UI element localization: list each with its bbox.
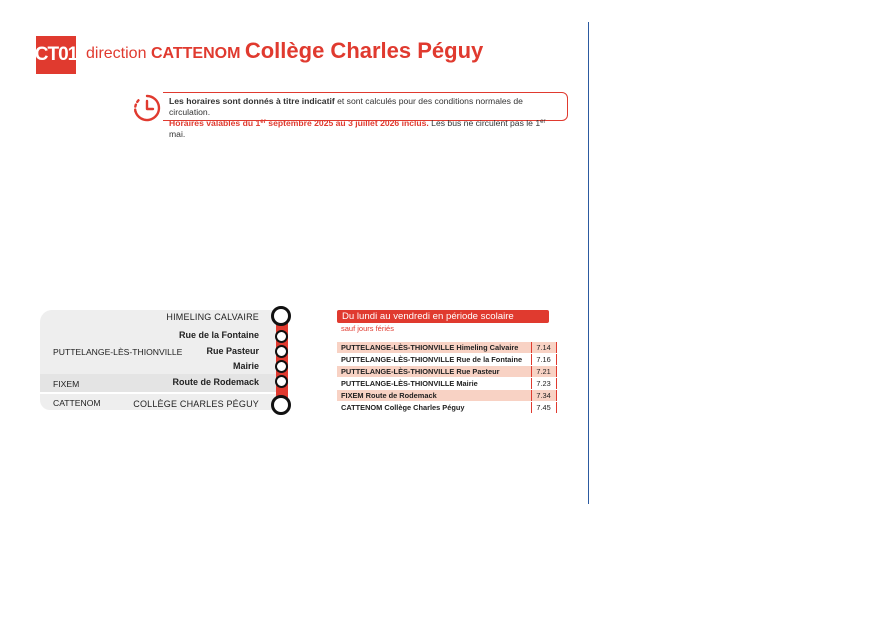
stop-label: Rue Pasteur (206, 346, 259, 356)
timetable-subtitle: sauf jours fériés (341, 324, 394, 333)
commune-label: FIXEM (53, 379, 80, 389)
timetable-time: 7.34 (532, 390, 557, 402)
table-row (337, 378, 557, 390)
timetable-time: 7.21 (532, 366, 557, 378)
timetable-stop: PUTTELANGE-LÈS-THIONVILLE Rue Pasteur (337, 366, 532, 378)
stop-marker-terminus (271, 395, 291, 415)
table-row (337, 342, 557, 354)
table-row (337, 366, 557, 378)
notice-rest-1: et sont calculés pour des conditions normales de circulation. (169, 96, 523, 117)
stop-label: COLLÈGE CHARLES PÉGUY (133, 399, 259, 409)
notice-validity-a: Horaires valables du 1 (169, 118, 261, 128)
clock-icon (131, 92, 163, 124)
timetable-time: 7.14 (532, 342, 557, 354)
table-row (337, 354, 557, 366)
direction-destination: Collège Charles Péguy (244, 38, 484, 63)
stop-label: HIMELING CALVAIRE (166, 312, 259, 322)
notice-rest-2-sup: er (540, 119, 546, 125)
timetable-title: Du lundi au vendredi en période scolaire (337, 310, 549, 323)
line-diagram (40, 306, 300, 416)
stop-label: Route de Rodemack (172, 377, 259, 387)
notice-bold: Les horaires sont donnés à titre indicatif (169, 96, 335, 106)
notice-line-1 (169, 96, 561, 118)
table-row (337, 402, 557, 414)
stop-label: Rue de la Fontaine (178, 330, 259, 340)
timetable-stop: CATTENOM Collège Charles Péguy (337, 402, 532, 414)
notice-rest-2a: Les bus ne circulent pas le 1 (428, 118, 541, 128)
stop-marker (275, 345, 288, 358)
direction-title (86, 38, 483, 64)
page-divider-rule (588, 22, 589, 504)
stop-marker-terminus (271, 306, 291, 326)
stop-marker (275, 360, 288, 373)
timetable-stop: PUTTELANGE-LÈS-THIONVILLE Rue de la Fontaine (337, 354, 532, 366)
table-row (337, 390, 557, 402)
line-badge: CT01 (36, 36, 76, 74)
timetable-stop: PUTTELANGE-LÈS-THIONVILLE Mairie (337, 378, 532, 390)
notice-validity-b: septembre 2025 au 3 juillet 2026 inclus. (265, 118, 429, 128)
notice-line-2 (169, 118, 561, 140)
timetable-time: 7.45 (532, 402, 557, 414)
commune-label: PUTTELANGE-LÈS-THIONVILLE (53, 347, 183, 357)
direction-word: direction (86, 45, 147, 62)
timetable-time: 7.23 (532, 378, 557, 390)
notice-rest-2b: mai. (169, 129, 186, 139)
timetable (337, 342, 557, 414)
timetable-stop: FIXEM Route de Rodemack (337, 390, 532, 402)
schedule-notice (152, 92, 568, 139)
direction-city: CATTENOM (150, 45, 241, 62)
stop-label: Mairie (232, 361, 259, 371)
timetable-time: 7.16 (532, 354, 557, 366)
commune-label: CATTENOM (53, 398, 101, 408)
stop-marker (275, 330, 288, 343)
timetable-stop: PUTTELANGE-LÈS-THIONVILLE Himeling Calvaire (337, 342, 532, 354)
stop-marker (275, 375, 288, 388)
notice-validity-sup: er (260, 119, 266, 125)
